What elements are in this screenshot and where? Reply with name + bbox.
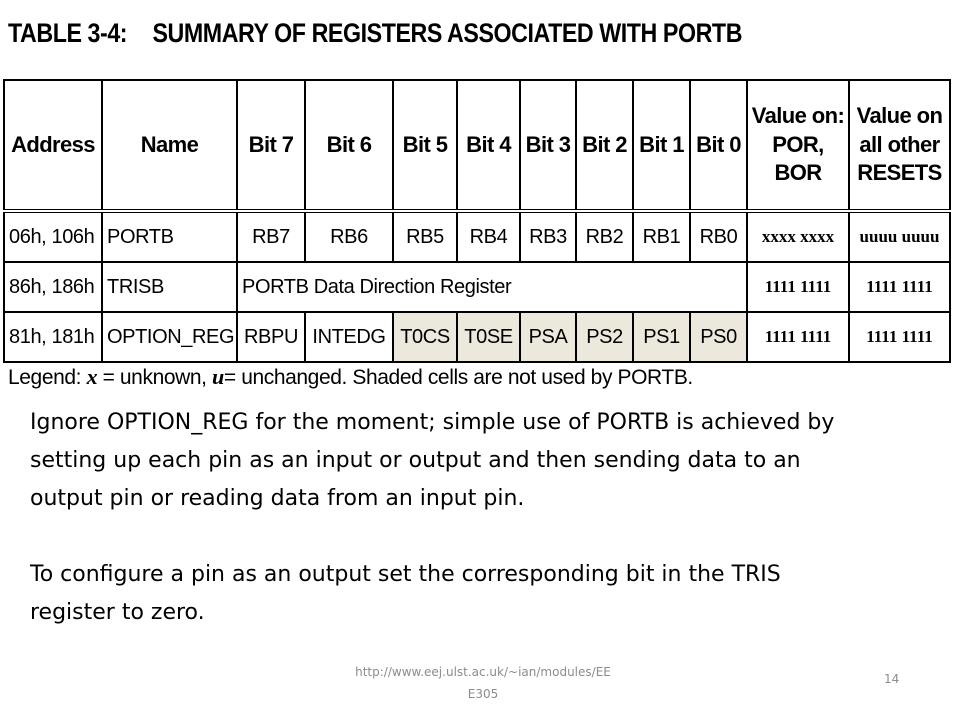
table-row-option-reg [4,312,950,362]
cell-name: PORTB [102,211,237,262]
slide-body [30,404,870,632]
cell-name: OPTION_REG [102,312,237,362]
cell-bit3-shaded: PSA [520,312,576,362]
cell-address: 86h, 186h [4,262,102,312]
cell-data-direction-register: PORTB Data Direction Register [237,262,747,312]
header-bit6: Bit 6 [305,80,393,211]
header-name: Name [102,80,237,211]
header-value-por [747,80,849,211]
cell-value-por: xxxx xxxx [747,211,849,262]
table-row-portb [4,211,950,262]
header-bit2: Bit 2 [576,80,633,211]
cell-value-other: uuuu uuuu [849,211,950,262]
header-value-por-line1: Value on: [751,103,845,129]
page-number: 14 [884,672,900,686]
cell-name: TRISB [102,262,237,312]
legend-x-text: = unknown, [102,366,207,389]
cell-bit5-shaded: T0CS [393,312,457,362]
footer-url-line2: E305 [467,687,499,701]
header-value-other-line3: RESETS [857,160,942,186]
cell-bit3: RB3 [520,211,576,262]
header-value-other-line2: all other [859,131,940,157]
header-bit5: Bit 5 [393,80,457,211]
cell-bit0: RB0 [690,211,747,262]
cell-bit1: RB1 [633,211,690,262]
header-value-por-line3: BOR [774,160,822,186]
cell-bit7: RB7 [237,211,305,262]
cell-address: 06h, 106h [4,211,102,262]
table-title [8,18,742,49]
legend-u-symbol: u [212,364,224,389]
legend-x-symbol: x [86,364,98,389]
cell-bit7: RBPU [237,312,305,362]
cell-bit0-shaded: PS0 [690,312,747,362]
cell-bit2-shaded: PS2 [576,312,633,362]
header-row [4,80,950,211]
header-value-other [849,80,950,211]
header-bit4: Bit 4 [457,80,520,211]
legend-u-text: = unchanged. Shaded cells are not used by PORTB. [223,366,693,389]
table-number: TABLE 3-4: [8,18,128,48]
cell-bit4-shaded: T0SE [457,312,520,362]
header-value-por-line2: POR, [772,131,824,157]
header-bit1: Bit 1 [633,80,690,211]
cell-bit1-shaded: PS1 [633,312,690,362]
cell-bit4: RB4 [457,211,520,262]
header-bit7: Bit 7 [237,80,305,211]
table-heading: SUMMARY OF REGISTERS ASSOCIATED WITH PORTB [152,18,743,48]
header-address: Address [4,80,102,211]
body-paragraph-2: To configure a pin as an output set the corresponding bit in the TRIS register to zero. [30,562,781,625]
cell-value-other: 1111 1111 [849,312,950,362]
header-bit0: Bit 0 [690,80,747,211]
register-table [3,79,951,363]
cell-address: 81h, 181h [4,312,102,362]
cell-bit6: INTEDG [305,312,393,362]
cell-value-por: 1111 1111 [747,312,849,362]
table-legend [8,364,693,390]
body-paragraph-1: Ignore OPTION_REG for the moment; simple use of PORTB is achieved by setting up each pin as an input or output and then sending data to an output pin or reading data from an input pin. [30,410,835,511]
cell-bit5: RB5 [393,211,457,262]
header-bit3: Bit 3 [520,80,576,211]
footer-url-line1: http://www.eej.ulst.ac.uk/~ian/modules/EE [355,665,611,679]
cell-bit6: RB6 [305,211,393,262]
table-row-trisb [4,262,950,312]
legend-prefix: Legend: [8,366,82,389]
cell-bit2: RB2 [576,211,633,262]
header-value-other-line1: Value on [856,103,943,129]
cell-value-other: 1111 1111 [849,262,950,312]
cell-value-por: 1111 1111 [747,262,849,312]
footer-url [338,661,628,705]
